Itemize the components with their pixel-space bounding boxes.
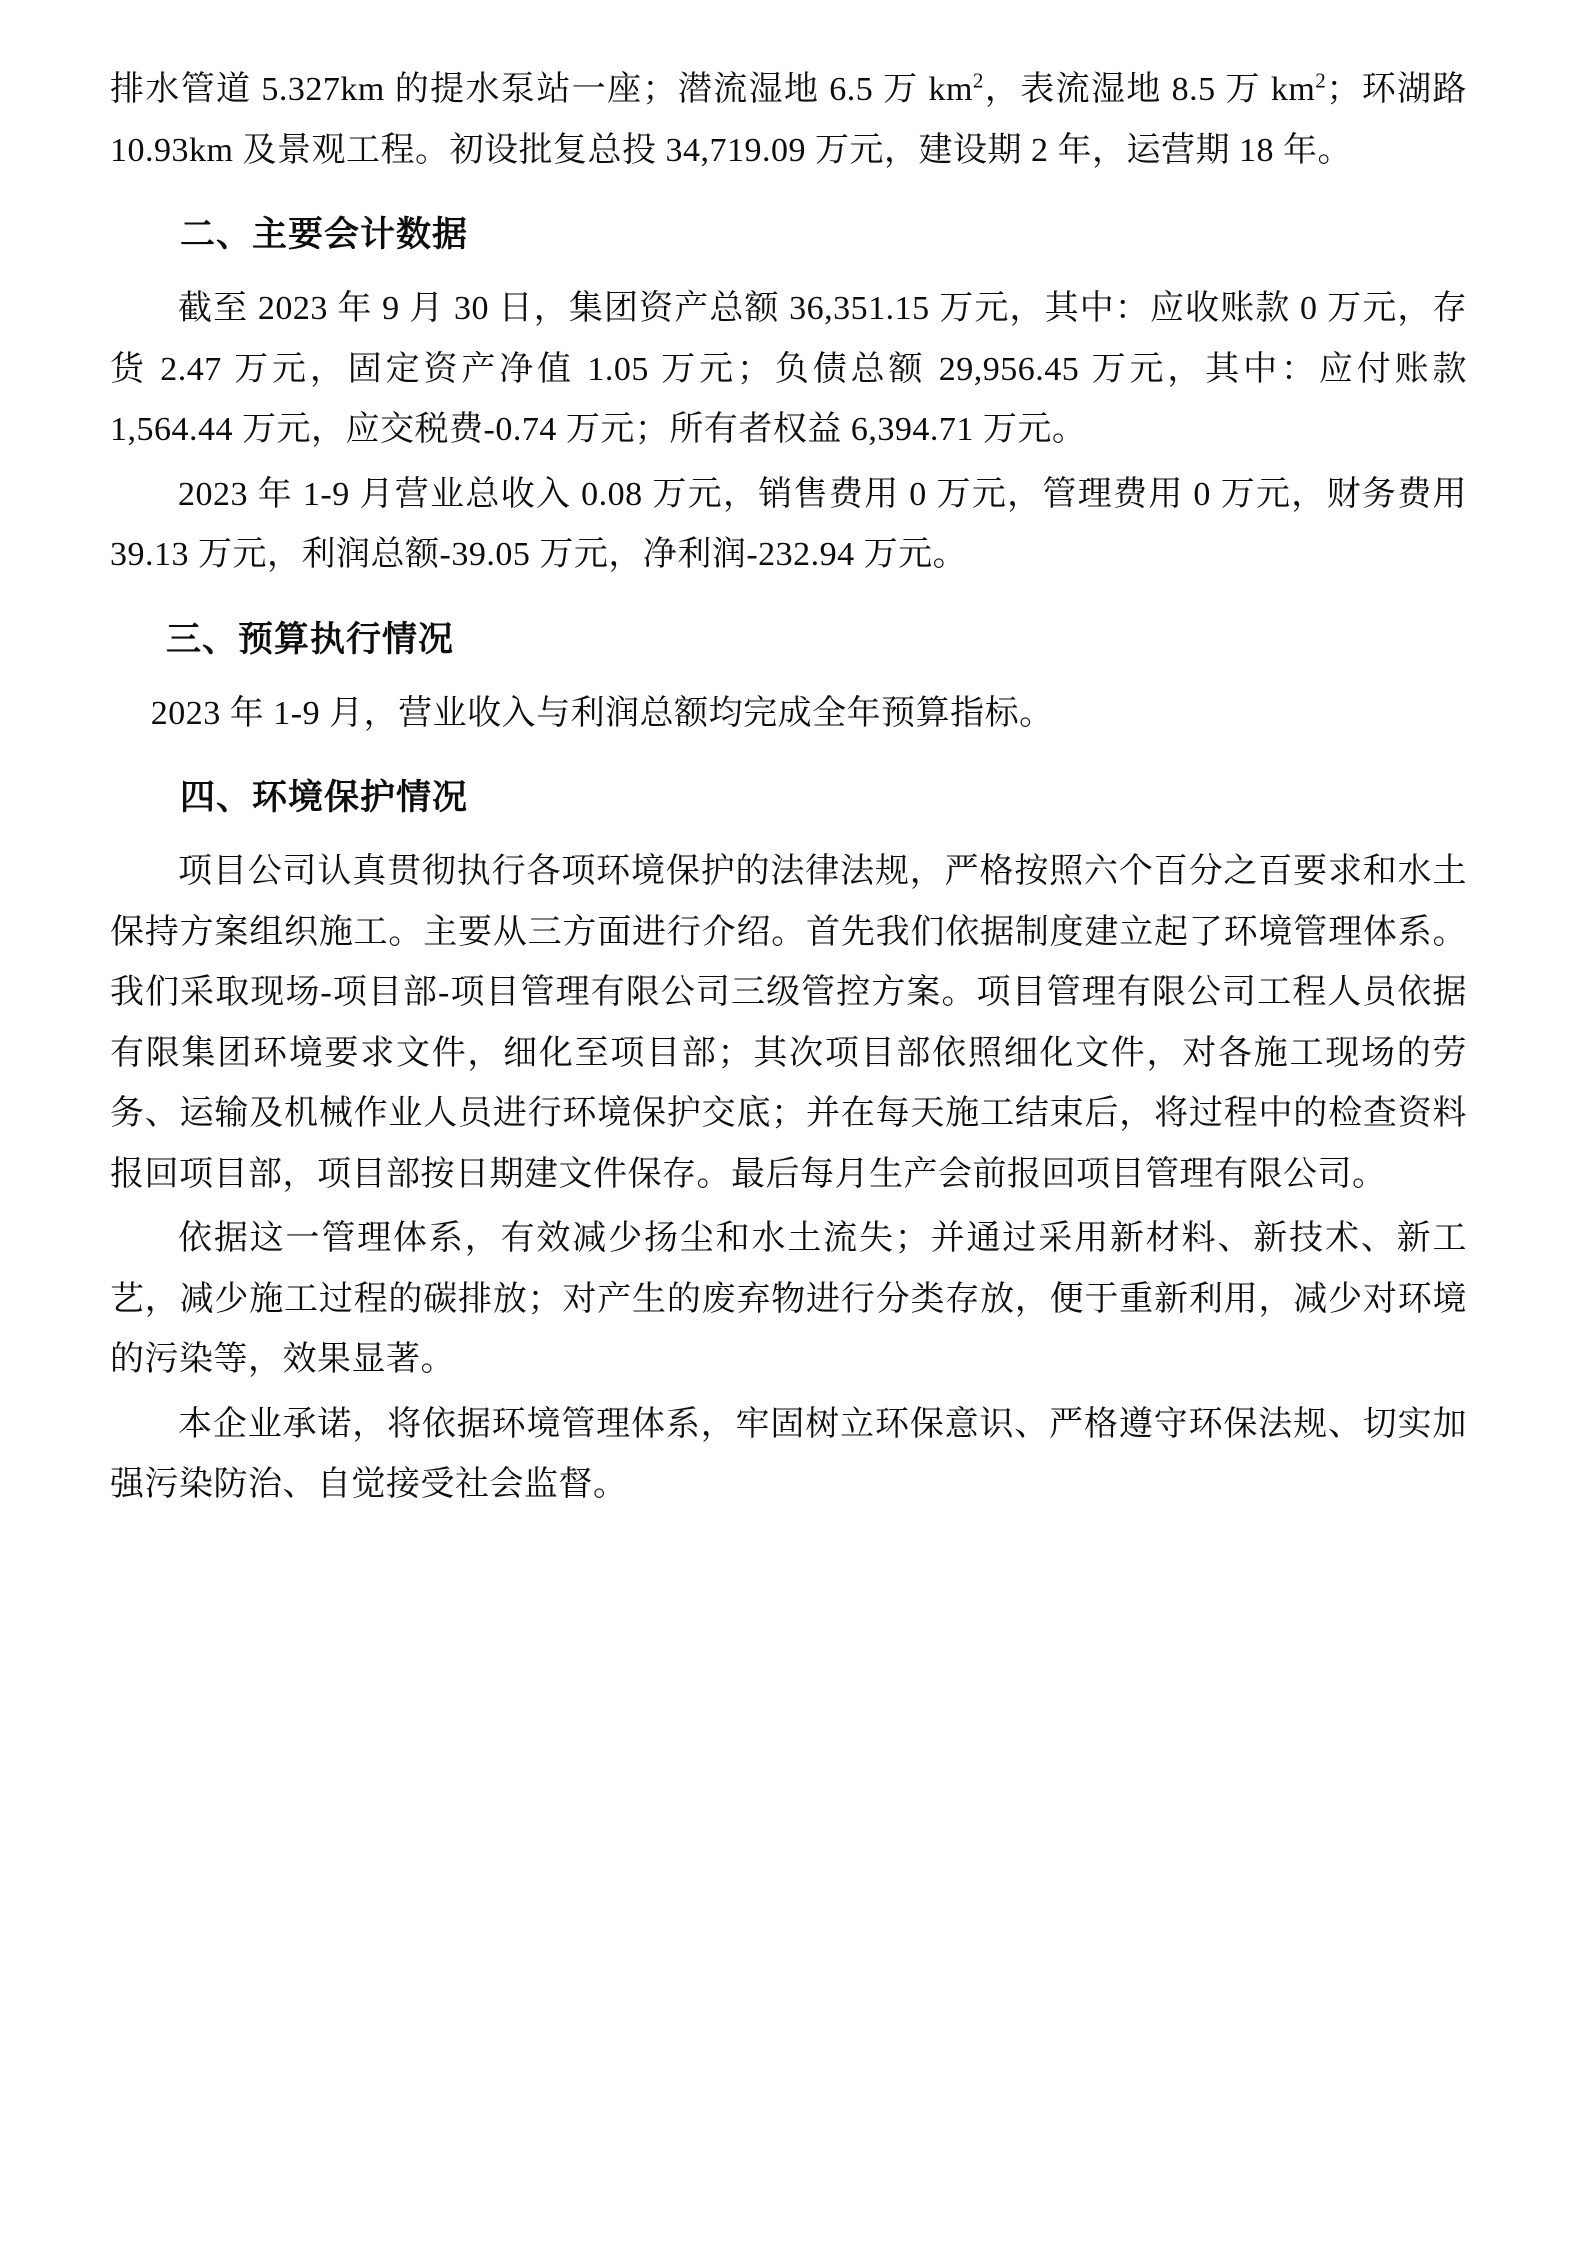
paragraph-budget-execution: 2023 年 1-9 月，营业收入与利润总额均完成全年预算指标。 bbox=[150, 694, 1054, 732]
section-heading-accounting-data: 二、主要会计数据 bbox=[180, 215, 469, 255]
continued-part-1: 排水管道 5.327km 的提水泵站一座；潜流湿地 6.5 万 km bbox=[110, 71, 973, 108]
paragraph-environment-commitment: 本企业承诺，将依据环境管理体系，牢固树立环保意识、严格遵守环保法规、切实加强污染防治、自觉接受社会监督。 bbox=[110, 1405, 1467, 1504]
section-heading-budget-execution: 三、预算执行情况 bbox=[166, 619, 455, 659]
continued-part-2: ，表流湿地 8.5 万 km bbox=[983, 71, 1316, 108]
document-body bbox=[110, 60, 1467, 1516]
superscript-square-1: 2 bbox=[972, 68, 984, 93]
continued-part-3: ；环湖路 10.93km 及景观工程。初设批复总投 34,719.09 万元，建设期 2 年，运营期 18 年。 bbox=[110, 71, 1467, 169]
section-heading-environmental-protection: 四、环境保护情况 bbox=[180, 778, 469, 818]
superscript-square-2: 2 bbox=[1315, 68, 1327, 93]
paragraph-environment-management-system: 项目公司认真贯彻执行各项环境保护的法律法规，严格按照六个百分之百要求和水土保持方案组织施工。主要从三方面进行介绍。首先我们依据制度建立起了环境管理体系。我们采取现场-项目部-项目管理有限公司三级管控方案。项目管理有限公司工程人员依据有限集团环境要求文件，细化至项目部；其次项目部依照细化文件，对各施工现场的劳务、运输及机械作业人员进行环境保护交底；并在每天施工结束后，将过程中的检查资料报回项目部，项目部按日期建文件保存。最后每月生产会前报回项目管理有限公司。 bbox=[110, 853, 1467, 1193]
continued-paragraph bbox=[110, 60, 1467, 181]
paragraph-revenue-summary: 2023 年 1-9 月营业总收入 0.08 万元，销售费用 0 万元，管理费用 0 万元，财务费用 39.13 万元，利润总额-39.05 万元，净利润-232.94 万元。 bbox=[110, 475, 1467, 574]
paragraph-assets-summary: 截至 2023 年 9 月 30 日，集团资产总额 36,351.15 万元，其中：应收账款 0 万元，存货 2.47 万元，固定资产净值 1.05 万元；负债总额 29,956.45 万元，其中：应付账款 1,564.44 万元，应交税费-0.74 万元；所有者权益 6,394.71 万元。 bbox=[110, 290, 1467, 449]
paragraph-environment-results: 依据这一管理体系，有效减少扬尘和水土流失；并通过采用新材料、新技术、新工艺，减少施工过程的碳排放；对产生的废弃物进行分类存放，便于重新利用，减少对环境的污染等，效果显著。 bbox=[110, 1220, 1467, 1379]
